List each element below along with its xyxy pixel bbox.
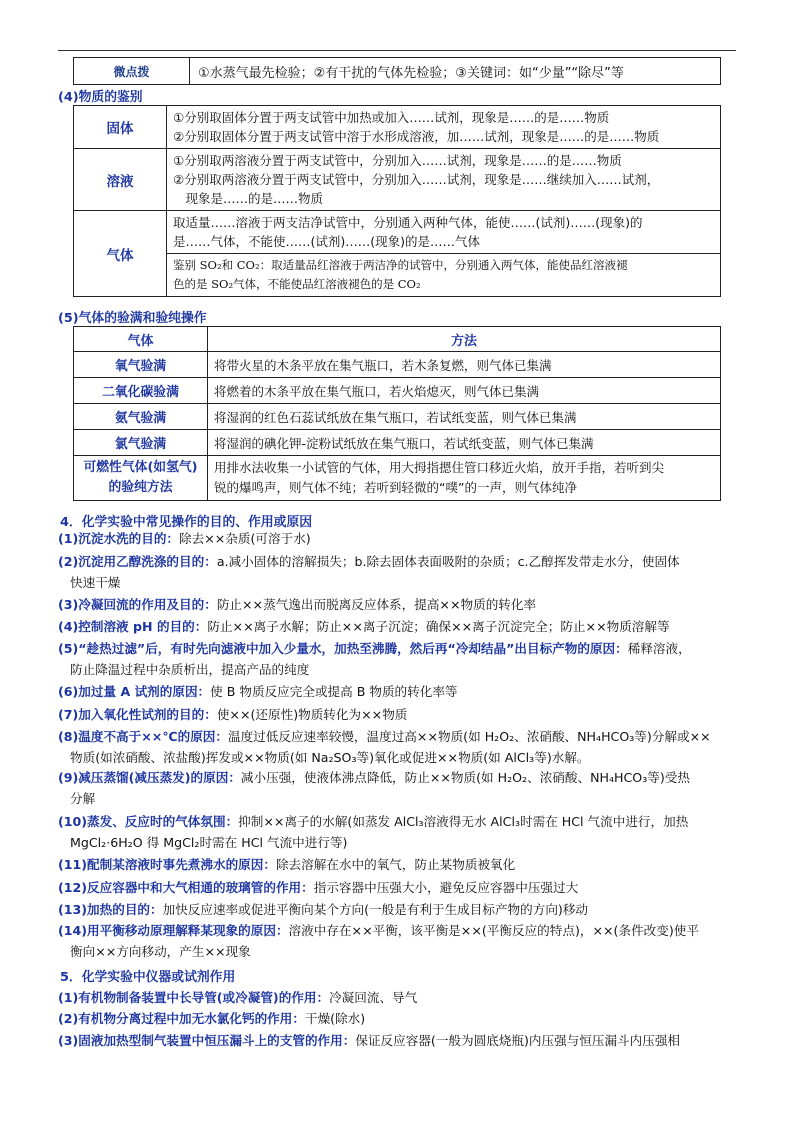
header-rule (58, 50, 736, 51)
gas-table-row (74, 378, 721, 404)
identify-row-solid (74, 106, 721, 149)
gas-table-row (74, 456, 721, 501)
list-item (58, 638, 740, 680)
list-item-text: 分解 (70, 791, 96, 806)
section-heading-gas: (5)气体的验满和验纯操作 (58, 311, 207, 326)
gas-name-line: 的验纯方法 (108, 480, 173, 495)
list-item (58, 594, 740, 615)
list-item-text: MgCl₂·6H₂O 得 MgCl₂时需在 HCl 气流中进行等) (70, 835, 348, 850)
identify-row-solution (74, 149, 721, 211)
identify-content (167, 106, 721, 149)
identify-example-line: 鉴别 SO₂和 CO₂：取适量品红溶液于两洁净的试管中，分别通入两气体，能使品红溶液褪 (173, 258, 628, 272)
identify-line: ②分别取固体分置于两支试管中溶于水形成溶液，加……试剂，现象是……的是……物质 (173, 129, 660, 144)
list-item (58, 811, 740, 853)
gas-table-row (74, 352, 721, 378)
list-item-text: 冷凝回流、导气 (329, 990, 418, 1005)
tip-text: ①水蒸气最先检验；②有干扰的气体先检验；③关键词：如“少量”“除尽”等 (190, 58, 721, 85)
list-item-key: (7)加入氧化性试剂的目的： (58, 707, 217, 722)
list-item-text: 防止××蒸气逸出而脱离反应体系，提高××物质的转化率 (216, 597, 537, 612)
list-item-text: 指示容器中压强大小，避免反应容器中压强过大 (313, 880, 579, 895)
gas-method: 将湿润的碘化钾-淀粉试纸放在集气瓶口，若试纸变蓝，则气体已集满 (208, 430, 721, 456)
list-item-text: 使 B 物质反应完全或提高 B 物质的转化率等 (210, 684, 458, 699)
list-item-key: (13)加热的目的： (58, 902, 163, 917)
list-item (58, 767, 740, 809)
gas-method: 将湿润的红色石蕊试纸放在集气瓶口，若试纸变蓝，则气体已集满 (208, 404, 721, 430)
part5-heading: 5．化学实验中仪器或试剂作用 (60, 970, 236, 985)
gas-method: 将燃着的木条平放在集气瓶口，若火焰熄灭，则气体已集满 (208, 378, 721, 404)
list-item-key: (14)用平衡移动原理解释某现象的原因： (58, 923, 289, 938)
list-item-text: 稀释溶液， (627, 641, 691, 656)
identify-content (167, 149, 721, 211)
gas-name: 二氧化碳验满 (74, 378, 208, 404)
list-item-text: 除去××杂质(可溶于水) (179, 531, 311, 546)
list-item (58, 899, 740, 920)
list-item (58, 528, 740, 549)
gas-name: 氯气验满 (74, 430, 208, 456)
identify-head: 溶液 (74, 149, 167, 211)
list-item (58, 681, 740, 702)
list-item (58, 920, 740, 962)
list-item-text: 使××(还原性)物质转化为××物质 (216, 707, 408, 722)
list-item-key: (1)有机物制备装置中长导管(或冷凝管)的作用： (58, 990, 330, 1005)
identify-line: 现象是……的是……物质 (173, 191, 324, 206)
gas-table-row (74, 404, 721, 430)
identify-table (73, 105, 721, 297)
list-item (58, 1030, 740, 1051)
list-item-text: 温度过低反应速率较慢，温度过高××物质(如 H₂O₂、浓硝酸、NH₄HCO₃等)分解或×× (227, 729, 711, 744)
gas-name: 氨气验满 (74, 404, 208, 430)
list-item-text: 防止降温过程中杂质析出，提高产品的纯度 (70, 662, 310, 677)
list-item-text: 保证反应容器(一般为圆底烧瓶)内压强与恒压漏斗内压强相 (355, 1033, 681, 1048)
list-item-key: (2)沉淀用乙醇洗涤的目的： (58, 554, 217, 569)
gas-method: 将带火星的木条平放在集气瓶口，若木条复燃，则气体已集满 (208, 352, 721, 378)
part4-heading: 4．化学实验中常见操作的目的、作用或原因 (60, 515, 313, 530)
identify-example (167, 254, 721, 297)
identify-line: ②分别取两溶液分置于两支试管中，分别加入……试剂，现象是……继续加入……试剂， (173, 172, 660, 187)
gas-method-line: 用排水法收集一小试管的气体，用大拇指摁住管口移近火焰，放开手指，若听到尖 (214, 460, 665, 475)
gas-table (73, 326, 721, 501)
list-item-key: (10)蒸发、反应时的气体氛围： (58, 814, 239, 829)
list-item (58, 704, 740, 725)
gas-name (74, 456, 208, 501)
list-item (58, 551, 740, 593)
list-item-text: 加快反应速率或促进平衡向某个方向(一般是有利于生成目标产物的方向)移动 (162, 902, 589, 917)
list-item (58, 854, 740, 875)
list-item-text: 溶液中存在××平衡，该平衡是××(平衡反应的特点)，××(条件改变)使平 (288, 923, 699, 938)
identify-line: 是……气体，不能使……(试剂)……(现象)的是……气体 (173, 234, 481, 249)
tip-label: 微点拨 (74, 58, 190, 85)
identify-row-gas-example (74, 254, 721, 297)
gas-method (208, 456, 721, 501)
list-item-key: (3)固液加热型制气装置中恒压漏斗上的支管的作用： (58, 1033, 356, 1048)
section-heading-identify: (4)物质的鉴别 (58, 90, 143, 105)
list-item-text: 快速干燥 (70, 575, 121, 590)
list-item (58, 987, 740, 1008)
identify-example-line: 色的是 SO₂气体，不能使品红溶液褪色的是 CO₂ (173, 277, 421, 291)
identify-line: ①分别取两溶液分置于两支试管中，分别加入……试剂，现象是……的是……物质 (173, 153, 622, 168)
gas-table-header-gas: 气体 (74, 327, 208, 352)
tip-box (73, 57, 721, 85)
list-item-key: (11)配制某溶液时事先煮沸水的原因： (58, 857, 276, 872)
gas-method-line: 锐的爆鸣声，则气体不纯；若听到轻微的“噗”的一声，则气体纯净 (214, 480, 577, 495)
identify-row-gas (74, 211, 721, 254)
list-item-key: (5)“趁热过滤”后，有时先向滤液中加入少量水，加热至沸腾，然后再“冷却结晶”出目标产物的原因： (58, 641, 628, 656)
gas-name: 氧气验满 (74, 352, 208, 378)
list-item (58, 726, 740, 768)
list-item-text: 除去溶解在水中的氧气，防止某物质被氧化 (275, 857, 516, 872)
list-item-text: a.减小固体的溶解损失；b.除去固体表面吸附的杂质；c.乙醇挥发带走水分，使固体 (216, 554, 680, 569)
list-item (58, 877, 740, 898)
list-item-text: 抑制××离子的水解(如蒸发 AlCl₃溶液得无水 AlCl₃时需在 HCl 气流中进行，加热 (238, 814, 689, 829)
list-item-key: (3)冷凝回流的作用及目的： (58, 597, 217, 612)
gas-table-row (74, 430, 721, 456)
identify-head: 气体 (74, 211, 167, 297)
list-item-key: (1)沉淀水洗的目的： (58, 531, 180, 546)
list-item-text: 防止××离子水解；防止××离子沉淀；确保××离子沉淀完全；防止××物质溶解等 (207, 619, 670, 634)
list-item-key: (8)温度不高于××℃的原因： (58, 729, 228, 744)
list-item-key: (12)反应容器中和大气相通的玻璃管的作用： (58, 880, 314, 895)
list-item (58, 616, 740, 637)
list-item-key: (9)减压蒸馏(减压蒸发)的原因： (58, 770, 241, 785)
list-item-text: 衡向××方向移动，产生××现象 (70, 944, 251, 959)
identify-line: 取适量……溶液于两支洁净试管中，分别通入两种气体，能使……(试剂)……(现象)的 (173, 215, 643, 230)
identify-line: ①分别取固体分置于两支试管中加热或加入……试剂，现象是……的是……物质 (173, 110, 610, 125)
list-item-text: 物质(如浓硝酸、浓盐酸)挥发或××物质(如 Na₂SO₃等)氧化或促进××物质(如 AlCl₃等)水解。 (70, 750, 590, 765)
gas-table-header-method: 方法 (208, 327, 721, 352)
identify-head: 固体 (74, 106, 167, 149)
list-item-text: 干燥(除水) (304, 1011, 366, 1026)
list-item-key: (4)控制溶液 pH 的目的： (58, 619, 208, 634)
list-item-key: (2)有机物分离过程中加无水氯化钙的作用： (58, 1011, 305, 1026)
list-item-text: 减小压强，使液体沸点降低，防止××物质(如 H₂O₂、浓硝酸、NH₄HCO₃等)受热 (240, 770, 690, 785)
list-item-key: (6)加过量 A 试剂的原因： (58, 684, 211, 699)
identify-content (167, 211, 721, 254)
list-item (58, 1008, 740, 1029)
gas-name-line: 可燃性气体(如氢气) (83, 460, 198, 475)
